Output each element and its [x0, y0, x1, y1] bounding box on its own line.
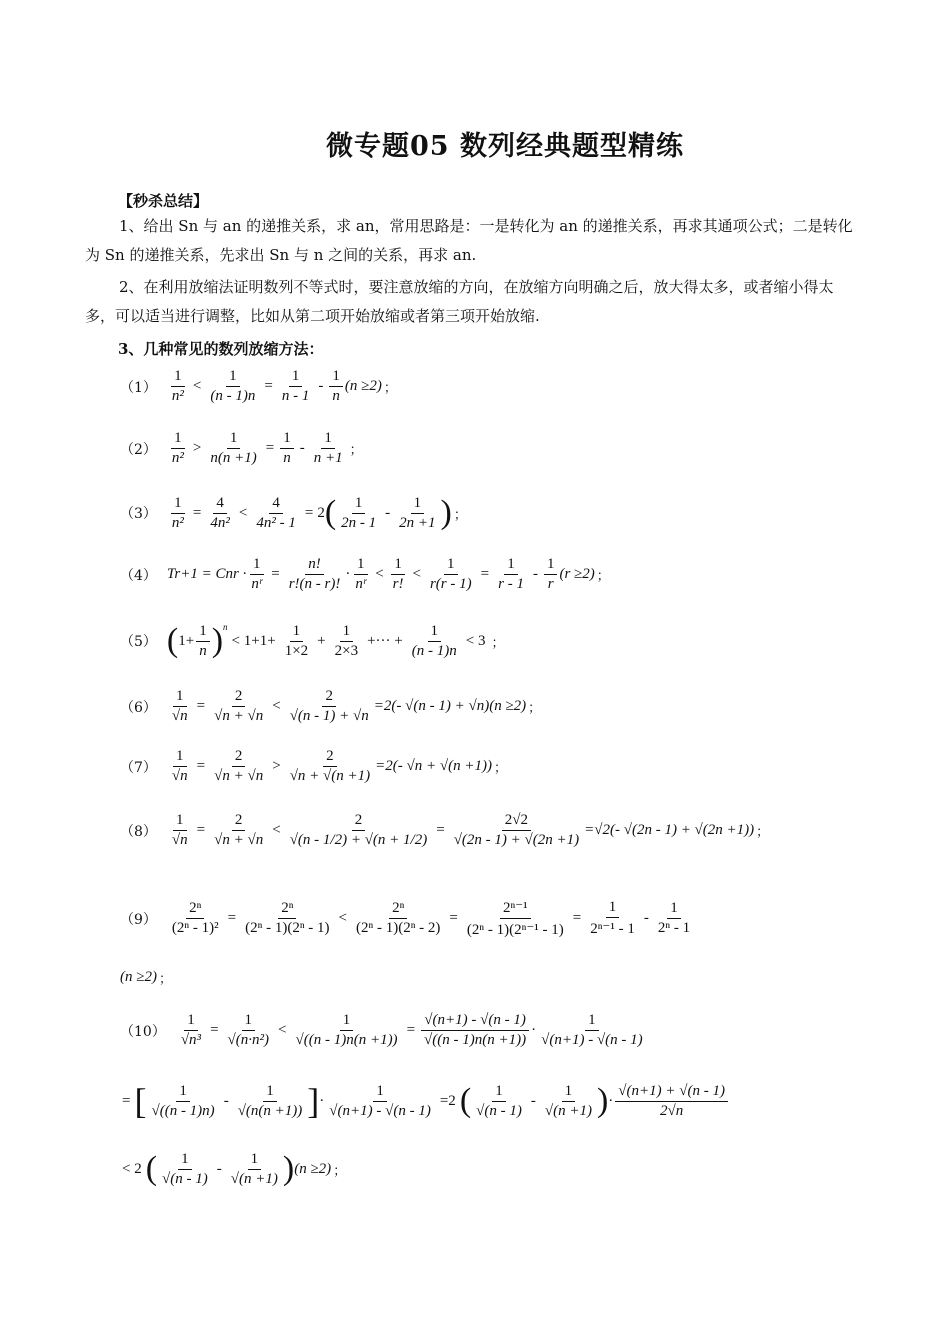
methods-heading: 3、几种常见的数列放缩方法： [118, 340, 324, 358]
formula-label: （6） [120, 699, 157, 716]
formula-4: （4） Tr+1 = Cnr · $\frac{1}{\text{nʳ}}$ = $\frac{n!}{r!(n - r)!}$ · $\frac{1}{\text{nʳ}}$ < $\frac{1}{r!}$ < $\frac{1}{r(r - 1)}$ = $\frac{1}{r - 1}$ - $\frac{1}{r}$ (r ≥2) ； [120, 556, 610, 592]
formula-1: （1） $\frac{1}{\text{n²}}$ < $\frac{1}{(n - 1)n}$ = $\frac{1}{n - 1}$ - $\frac{1}{n}$ (n ≥2) ； [120, 368, 397, 404]
formula-3: （3） $\frac{1}{\text{n²}}$ = $\frac{4}{\text{4n²}}$ < $\frac{4}{\text{4n² - 1}}$ = 2 ( $\frac{1}{2n - 1}$ - $\frac{1}{2n +1}$ ) ； [120, 494, 467, 531]
page-title: 微专题05 数列经典题型精练 [326, 131, 684, 162]
summary-paragraph-1: 1、给出 Sn 与 an 的递推关系，求 an，常用思路是：一是转化为 an 的递推关系，再求其通项公式；二是转化为 Sn 的递推关系，先求出 Sn 与 n 之间的关系，再求 an. [85, 217, 853, 264]
formula-label: （2） [120, 441, 157, 458]
formula-10-step-2: = [ $\frac{1}{√((n - 1)n)}$ - $\frac{1}{√(n(n +1))}$ ] · $\frac{1}{√(n+1) - √(n - 1)}$ =2 ( $\frac{1}{√(n - 1)}$ - $\frac{1}{√(n +1)}$ ) · $\frac{√(n+1) + √(n - 1)}{2√n}$ [118, 1080, 730, 1122]
formula-10-step-3: < 2 ( $\frac{1}{√(n - 1)}$ - $\frac{1}{√(n +1)}$ ) (n ≥2) ； [122, 1150, 347, 1187]
formula-8: （8） $\frac{1}{√n}$ = $\frac{2}{√n + √n}$ < $\frac{2}{√(n - 1/2) + √(n + 1/2)}$ = $\frac{2√2}{√(2n - 1) + √(2n +1)}$ =√2(- √(2n - 1) + √(2n +1)) ； [120, 812, 770, 848]
formula-7: （7） $\frac{1}{√n}$ = $\frac{2}{√n + √n}$ > $\frac{2}{√n + √(n +1)}$ =2(- √n + √(n +1)) ； [120, 748, 507, 784]
formula-10: （10） $\frac{1}{\text{√n³}}$ = $\frac{1}{\text{√(n·n²)}}$ < $\frac{1}{√((n - 1)n(n +1))}$ = $\frac{√(n+1) - √(n - 1)}{√((n - 1)n(n +1))}$ · $\frac{1}{√(n+1) - √(n - 1)}$ [120, 1012, 643, 1048]
formula-label: （3） [120, 506, 157, 522]
formula-5: （5） ( 1+ $\frac{1}{n}$ ) $^n$ < 1+1+ $\frac{1}{1\times 2}$ + $\frac{1}{2\times 3}$ +··· + $\frac{1}{(n - 1)n}$ < 3 ； [120, 622, 505, 659]
formula-6: （6） $\frac{1}{√n}$ = $\frac{2}{√n + √n}$ < $\frac{2}{√(n - 1) + √n}$ =2(- √(n - 1) + √n)(n ≥2) ； [120, 688, 542, 724]
formula-2: （2） $\frac{1}{\text{n²}}$ > $\frac{1}{n(n +1)}$ = $\frac{1}{n}$ - $\frac{1}{n +1}$ ； [120, 430, 363, 466]
formula-9: （9） $\frac{\text{2ⁿ}}{\text{(2ⁿ - 1)²}}$ = $\frac{\text{2ⁿ}}{\text{(2ⁿ - 1)(2ⁿ - 1)}}$ < $\frac{\text{2ⁿ}}{\text{(2ⁿ - 1)(2ⁿ - 2)}}$ = $\frac{\text{2ⁿ⁻¹}}{\text{(2ⁿ - 1)(2ⁿ⁻¹ - 1)}}$ = $\frac{1}{\text{2ⁿ⁻¹ - 1}}$ - $\frac{1}{\text{2ⁿ - 1}}$ [120, 899, 691, 938]
section-heading: 【秒杀总结】 [118, 192, 209, 210]
formula-9-condition: (n ≥2) ； [120, 969, 172, 987]
formula-label: （10） [120, 1023, 166, 1040]
formula-label: （1） [120, 379, 157, 396]
formula-label: （4） [120, 567, 157, 584]
formula-label: （9） [120, 911, 157, 928]
formula-label: （5） [120, 634, 157, 650]
formula-label: （8） [120, 823, 157, 840]
summary-paragraph-2: 2、在利用放缩法证明数列不等式时，要注意放缩的方向，在放缩方向明确之后，放大得太多，或者缩小得太多，可以适当进行调整，比如从第二项开始放缩或者第三项开始放缩. [85, 278, 834, 325]
formula-label: （7） [120, 759, 157, 776]
